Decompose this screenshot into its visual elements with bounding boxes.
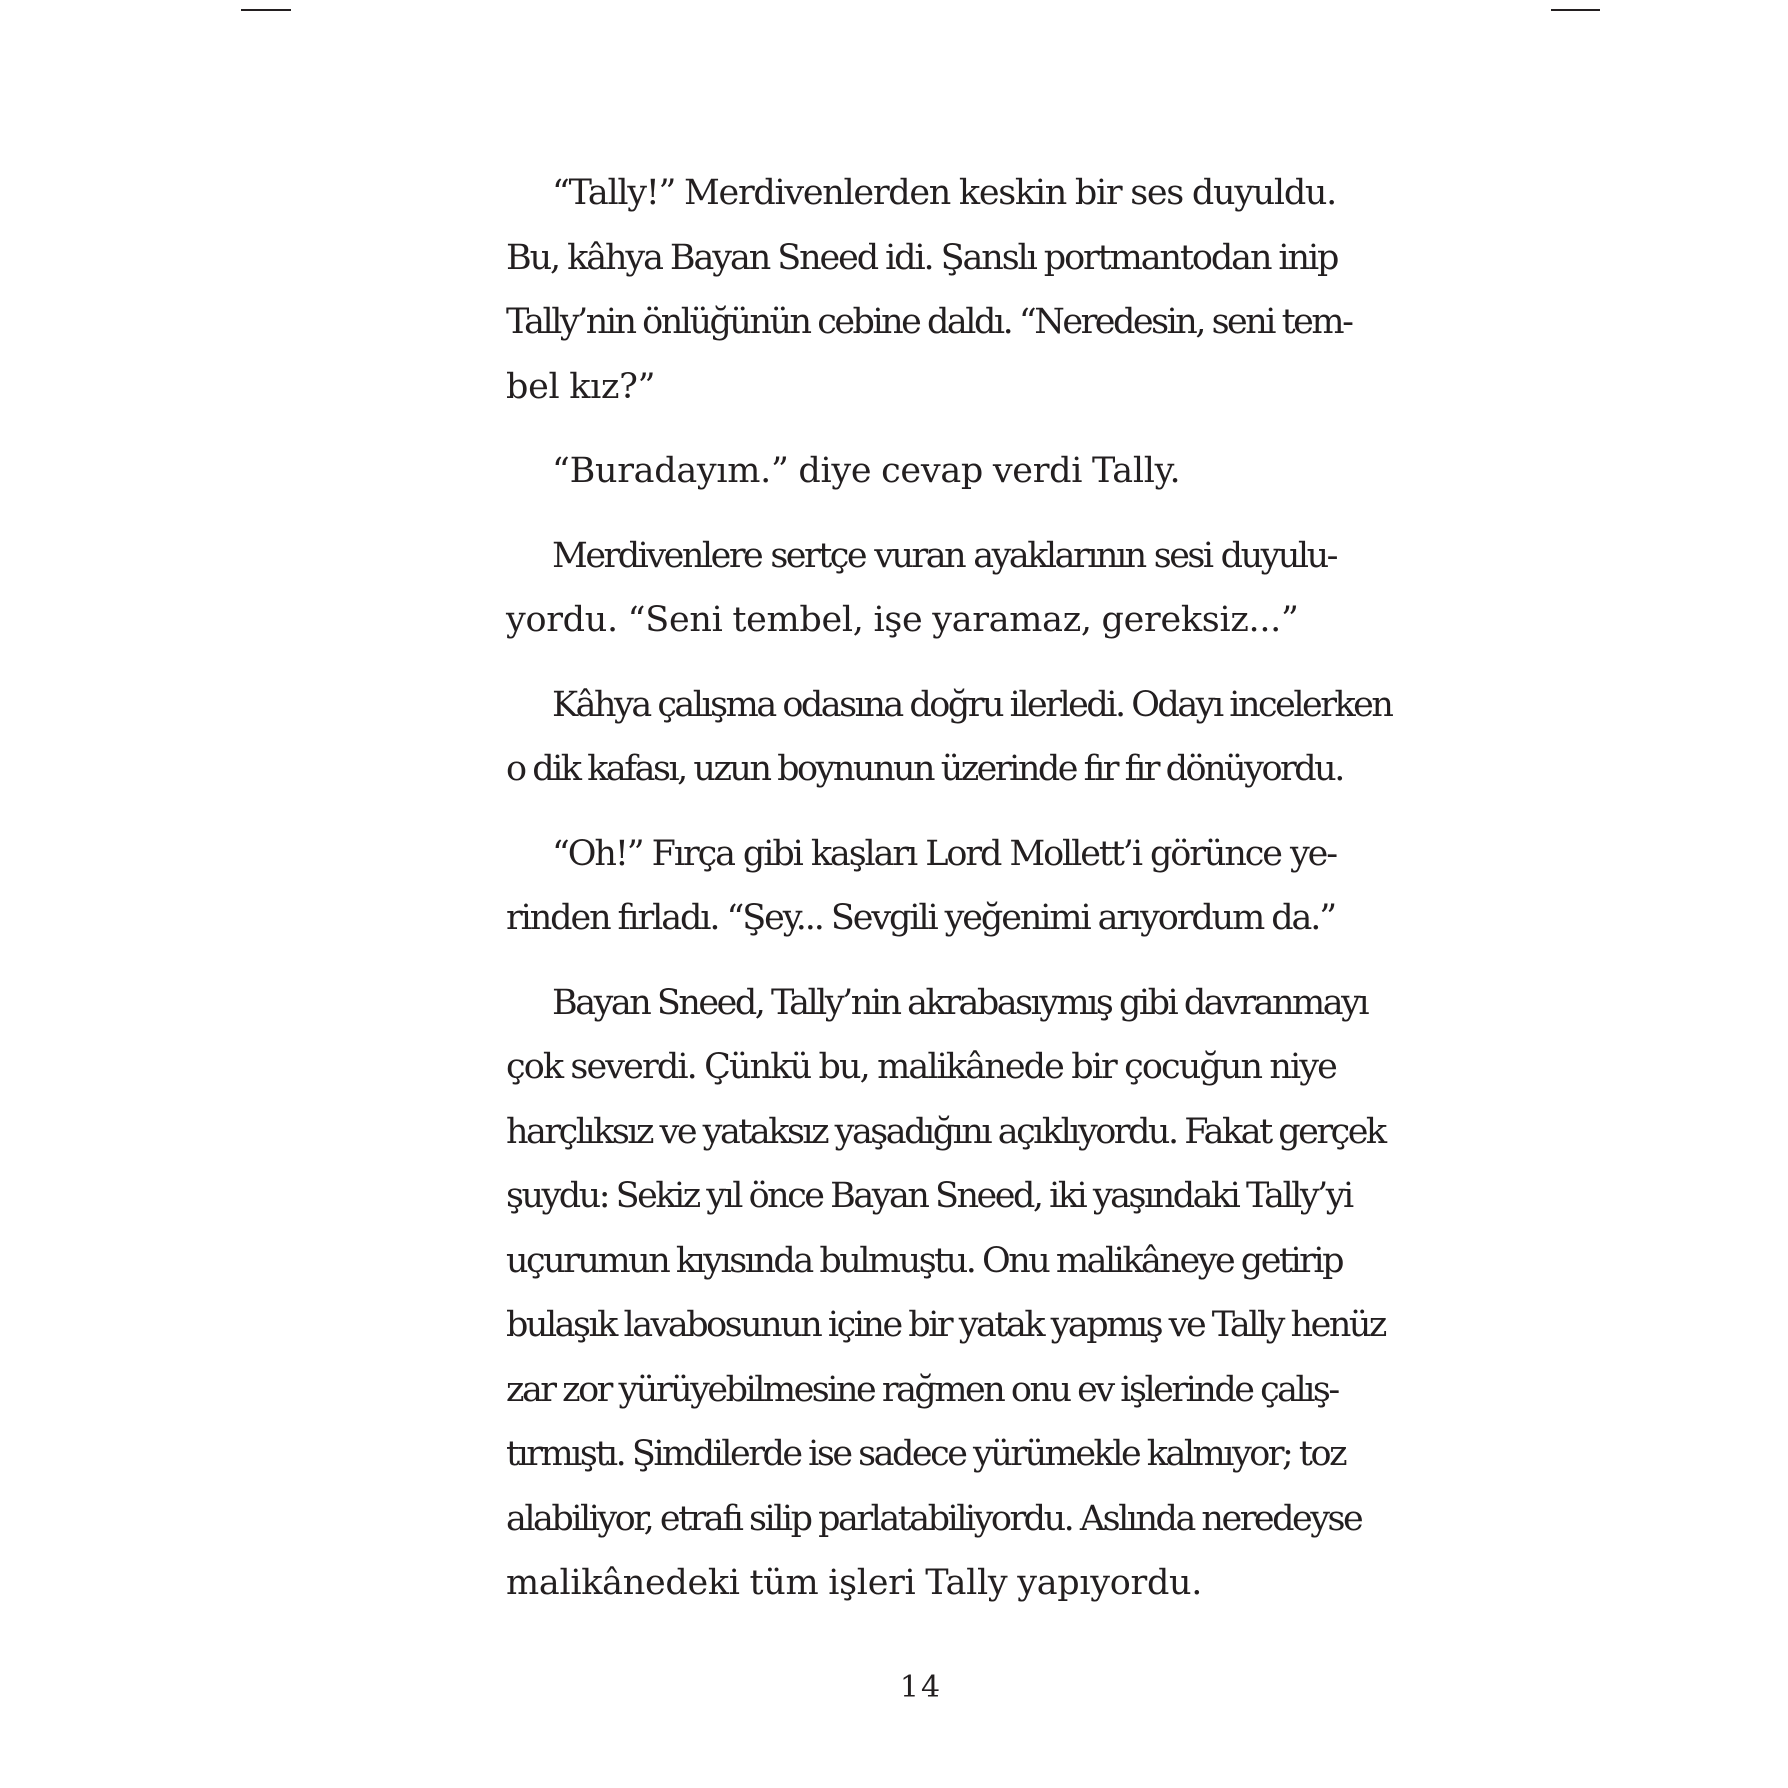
text-line: alabiliyor, etrafı silip parlatabiliyordu. Aslında neredeyse bbox=[506, 1498, 1362, 1539]
text-line: “Oh!” Fırça gibi kaşları Lord Mollett’i görünce ye- bbox=[552, 833, 1336, 874]
text-line: malikânedeki tüm işleri Tally yapıyordu. bbox=[506, 1563, 1203, 1603]
text-line: “Buradayım.” diye cevap verdi Tally. bbox=[552, 451, 1181, 491]
text-line: tırmıştı. Şimdilerde ise sadece yürümekle kalmıyor; toz bbox=[506, 1434, 1346, 1474]
text-line: Tally’nin önlüğünün cebine daldı. “Neredesin, seni tem- bbox=[506, 302, 1352, 342]
paragraph bbox=[506, 673, 1392, 802]
text-line: Bayan Sneed, Tally’nin akrabasıymış gibi davranmayı bbox=[552, 982, 1368, 1023]
text-line: harçlıksız ve yataksız yaşadığını açıklıyordu. Fakat gerçek bbox=[506, 1111, 1385, 1152]
body-text bbox=[506, 161, 1392, 1616]
text-line: rinden fırladı. “Şey... Sevgili yeğenimi arıyordum da.” bbox=[506, 898, 1336, 938]
page-number: 14 bbox=[899, 1670, 943, 1705]
crop-mark-right bbox=[1551, 9, 1600, 11]
paragraph bbox=[506, 822, 1336, 951]
text-line: bulaşık lavabosunun içine bir yatak yapmış ve Tally henüz bbox=[506, 1305, 1385, 1345]
crop-mark-left bbox=[241, 9, 291, 11]
text-line: yordu. “Seni tembel, işe yaramaz, gereksiz...” bbox=[506, 600, 1299, 640]
text-line: çok severdi. Çünkü bu, malikânede bir çocuğun niye bbox=[506, 1047, 1336, 1087]
text-line: uçurumun kıyısında bulmuştu. Onu malikâneye getirip bbox=[506, 1240, 1342, 1281]
text-line: o dik kafası, uzun boynunun üzerinde fır fır dönüyordu. bbox=[506, 749, 1343, 789]
text-line: bel kız?” bbox=[506, 366, 656, 407]
paragraph bbox=[506, 161, 1352, 419]
text-line: “Tally!” Merdivenlerden keskin bir ses duyuldu. bbox=[552, 173, 1336, 213]
paragraph bbox=[506, 439, 1336, 504]
paragraph bbox=[506, 971, 1385, 1616]
paragraph bbox=[506, 524, 1336, 653]
text-line: şuydu: Sekiz yıl önce Bayan Sneed, iki yaşındaki Tally’yi bbox=[506, 1176, 1352, 1216]
text-line: zar zor yürüyebilmesine rağmen onu ev işlerinde çalış- bbox=[506, 1369, 1338, 1410]
text-line: Merdivenlere sertçe vuran ayaklarının sesi duyulu- bbox=[552, 535, 1336, 576]
text-line: Kâhya çalışma odasına doğru ilerledi. Odayı incelerken bbox=[552, 684, 1392, 725]
text-line: Bu, kâhya Bayan Sneed idi. Şanslı portmantodan inip bbox=[506, 237, 1338, 278]
